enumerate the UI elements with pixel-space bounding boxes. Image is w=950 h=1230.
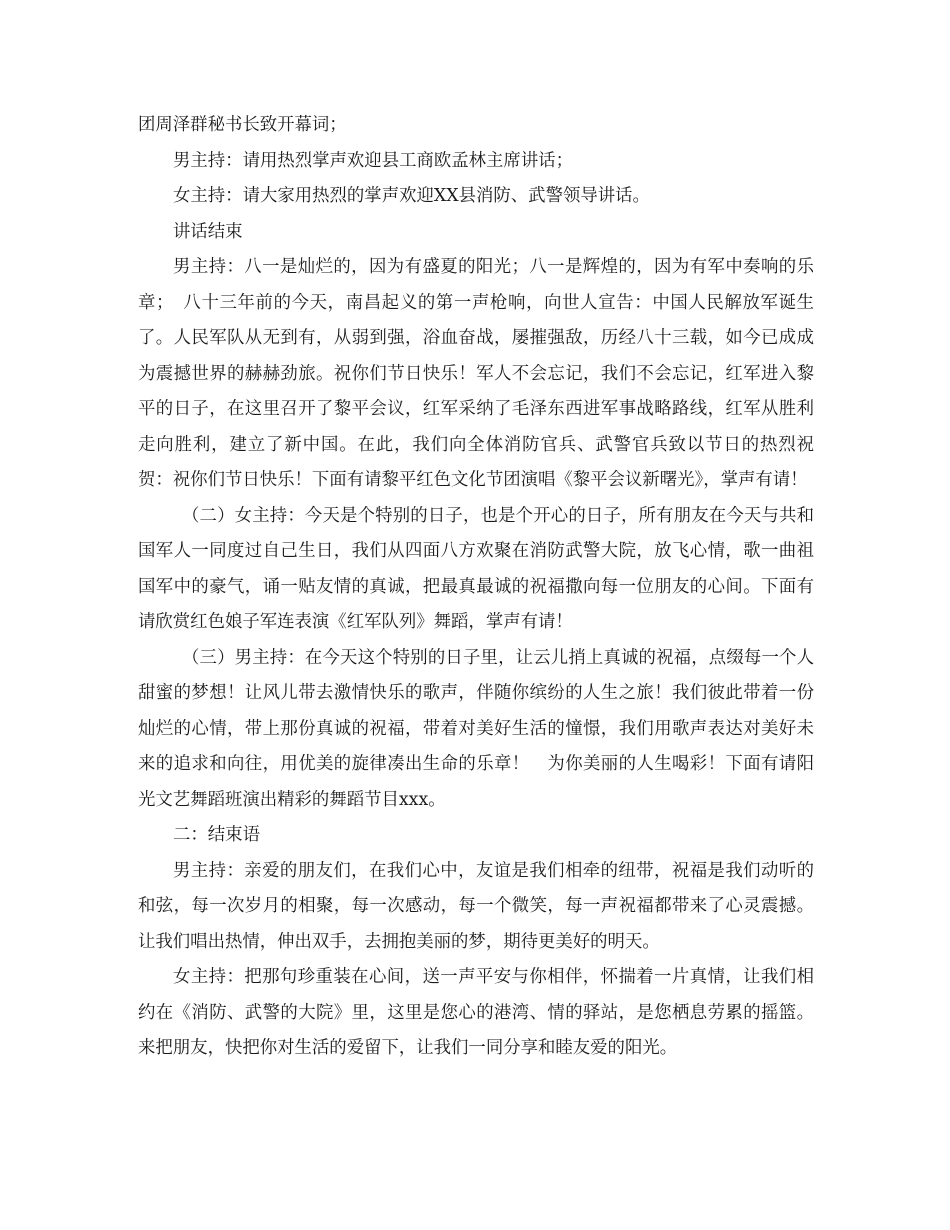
paragraph-section-three: （三）男主持：在今天这个特别的日子里，让云儿捎上真诚的祝福，点缀每一个人甜蜜的梦想！让风儿带去激情快乐的歌声，伴随你缤纷的人生之旅！我们彼此带着一份灿烂的心情，带上那份真诚的祝福，带着对美好生活的憧憬，我们用歌声表达对美好未来的追求和向往，用优美的旋律凑出生命的乐章！ 为你美丽的人生喝彩！下面有请阳光文艺舞蹈班演出精彩的舞蹈节目xxx。 — [138, 647, 814, 810]
paragraph-male-host-welcome: 男主持：请用热烈掌声欢迎县工商欧孟林主席讲话； — [173, 150, 573, 171]
document-body — [138, 108, 814, 1067]
paragraph-female-host-closing: 女主持：把那句珍重装在心间，送一声平安与你相伴，怀揣着一片真情，让我们相约在《消防、武警的大院》里，这里是您心的港湾、情的驿站，是您栖息劳累的摇篮。来把朋友，快把你对生活的爱留下，让我们一同分享和睦友爱的阳光。 — [138, 967, 814, 1058]
paragraph-opening-continuation: 团周泽群秘书长致开幕词； — [138, 115, 347, 135]
paragraph-male-host-closing: 男主持：亲爱的朋友们，在我们心中，友谊是我们相牵的纽带，祝福是我们动听的和弦，每一次岁月的相聚，每一次感动，每一个微笑，每一声祝福都带来了心灵震撼。让我们唱出热情，伸出双手，去拥抱美丽的梦，期待更美好的明天。 — [138, 860, 814, 952]
paragraph-male-host-bayi: 男主持：八一是灿烂的，因为有盛夏的阳光；八一是辉煌的，因为有军中奏响的乐章； 八十三年前的今天，南昌起义的第一声枪响，向世人宣告：中国人民解放军诞生了。人民军队从无到有，从弱到强，浴血奋战，屡摧强敌，历经八十三载，如今已成成为震撼世界的赫赫劲旅。祝你们节日快乐！军人不会忘记，我们不会忘记，红军进入黎平的日子，在这里召开了黎平会议，红军采纳了毛泽东西进军事战略路线，红军从胜利走向胜利，建立了新中国。在此，我们向全体消防官兵、武警官兵致以节日的热烈祝贺：祝你们节日快乐！下面有请黎平红色文化节团演唱《黎平会议新曙光》，掌声有请！ — [138, 257, 814, 490]
paragraph-section-two: （二）女主持：今天是个特别的日子，也是个开心的日子，所有朋友在今天与共和国军人一同度过自己生日，我们从四面八方欢聚在消防武警大院，放飞心情，歌一曲祖国军中的豪气，诵一贴友情的真诚，把最真最诚的祝福撒向每一位朋友的心间。下面有请欣赏红色娘子军连表演《红军队列》舞蹈，掌声有请！ — [138, 505, 814, 632]
paragraph-speech-end: 讲话结束 — [173, 221, 243, 242]
paragraph-female-host-welcome: 女主持：请大家用热烈的掌声欢迎XX县消防、武警领导讲话。 — [173, 186, 650, 206]
section-heading-closing: 二：结束语 — [173, 825, 260, 845]
